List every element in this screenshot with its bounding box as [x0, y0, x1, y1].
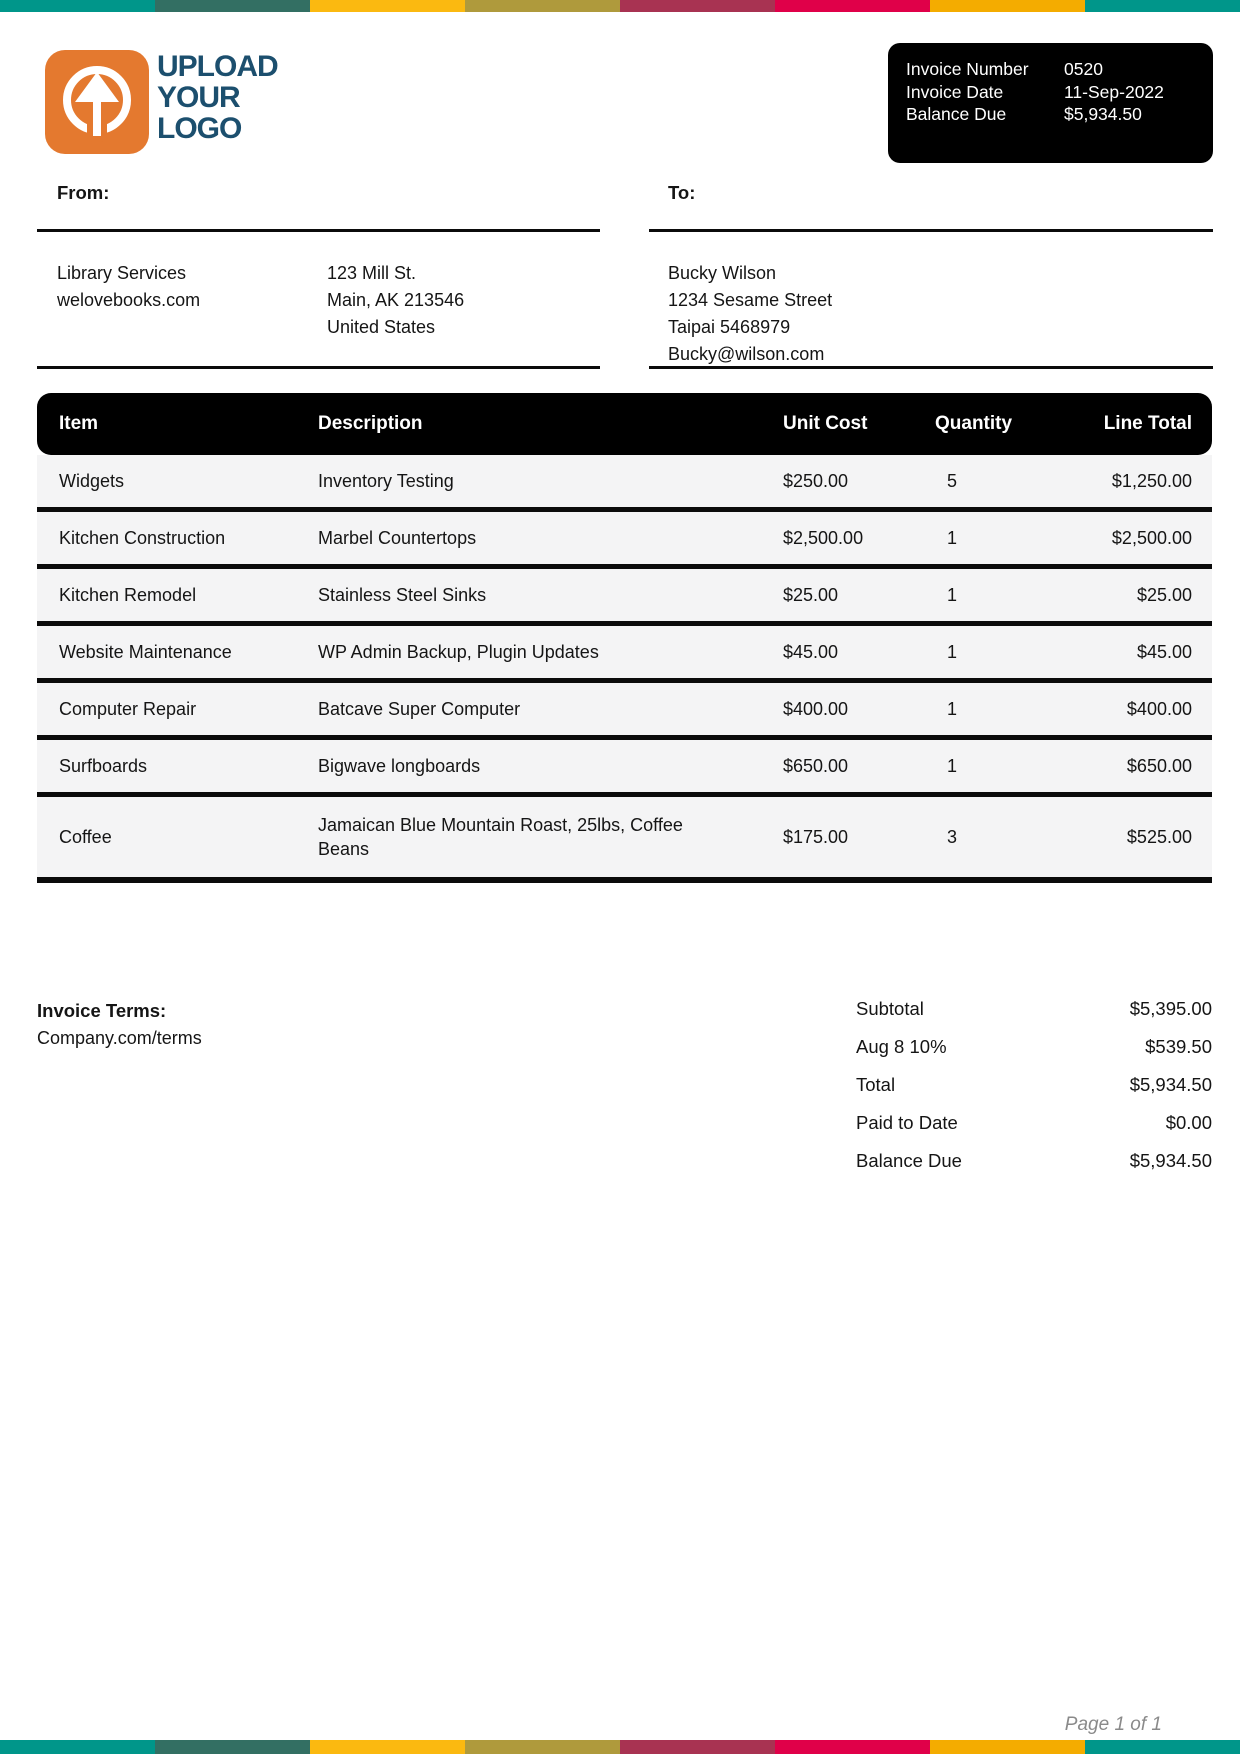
- tax-row: [856, 1028, 1212, 1066]
- line-total-cell: $1,250.00: [1111, 470, 1192, 491]
- logo-text-line: LOGO: [157, 112, 242, 145]
- tax-label: Aug 8 10%: [856, 1036, 947, 1057]
- brand-bar-segment: [0, 0, 155, 12]
- unit-cost-cell: $400.00: [783, 698, 849, 719]
- logo-text-line: UPLOAD: [157, 50, 278, 83]
- paid-to-date-label: Paid to Date: [856, 1112, 958, 1133]
- quantity-cell: 1: [947, 698, 958, 719]
- invoice-terms-label: Invoice Terms:: [37, 1000, 167, 1021]
- total-row: [856, 1066, 1212, 1104]
- line-total-cell: $400.00: [1126, 698, 1192, 719]
- table-row: [37, 797, 1212, 883]
- table-header-row: [37, 393, 1212, 455]
- brand-bar-segment: [465, 1740, 620, 1754]
- upload-logo-icon: [45, 50, 149, 154]
- line-total-cell: $2,500.00: [1111, 527, 1192, 548]
- description-cell: Stainless Steel Sinks: [318, 585, 487, 605]
- invoice-meta-panel: [888, 43, 1213, 163]
- brand-bar-segment: [1085, 1740, 1240, 1754]
- item-cell: Coffee: [59, 826, 112, 847]
- brand-bar-segment: [0, 1740, 155, 1754]
- item-cell: Website Maintenance: [59, 641, 232, 662]
- table-row: [37, 626, 1212, 683]
- from-company-name: Library Services: [57, 263, 187, 283]
- item-cell: Kitchen Remodel: [59, 584, 197, 605]
- from-divider-bottom: [37, 366, 600, 369]
- table-row: [37, 455, 1212, 512]
- table-row: [37, 569, 1212, 626]
- recipient-address-line: Taipai 5468979: [668, 317, 791, 337]
- to-address-block: [668, 260, 832, 368]
- from-address-block: [57, 260, 464, 341]
- line-total-cell: $525.00: [1126, 826, 1192, 847]
- paid-to-date-value: $0.00: [1165, 1112, 1212, 1133]
- from-address-column: [327, 260, 464, 341]
- column-header-item: Item: [59, 413, 99, 434]
- balance-due-total-row: [856, 1142, 1212, 1180]
- description-cell: Inventory Testing: [318, 471, 454, 491]
- invoice-number-row: [906, 58, 1201, 81]
- line-total-cell: $650.00: [1126, 755, 1192, 776]
- invoice-number-value: 0520: [1064, 59, 1103, 79]
- subtotal-label: Subtotal: [856, 998, 924, 1019]
- from-company-column: [57, 260, 327, 341]
- description-cell: Bigwave longboards: [318, 756, 481, 776]
- item-cell: Widgets: [59, 470, 125, 491]
- unit-cost-cell: $175.00: [783, 826, 849, 847]
- to-section-label: To:: [668, 182, 696, 203]
- top-brand-bar: [0, 0, 1240, 12]
- item-cell: Kitchen Construction: [59, 527, 226, 548]
- recipient-email: Bucky@wilson.com: [668, 344, 825, 364]
- from-address-line: Main, AK 213546: [327, 290, 465, 310]
- logo-text-line: YOUR: [157, 81, 240, 114]
- from-address-line: United States: [327, 317, 436, 337]
- column-header-line-total: Line Total: [1103, 413, 1192, 434]
- quantity-cell: 1: [947, 584, 958, 605]
- description-cell: Marbel Countertops: [318, 528, 477, 548]
- quantity-cell: 1: [947, 641, 958, 662]
- description-cell: Batcave Super Computer: [318, 699, 521, 719]
- brand-bar-segment: [310, 1740, 465, 1754]
- from-company-website: welovebooks.com: [57, 290, 201, 310]
- quantity-cell: 5: [947, 470, 958, 491]
- brand-bar-segment: [465, 0, 620, 12]
- total-label: Total: [856, 1074, 896, 1095]
- invoice-terms-value: Company.com/terms: [37, 1028, 202, 1048]
- quantity-cell: 1: [947, 527, 958, 548]
- bottom-brand-bar: [0, 1740, 1240, 1754]
- item-cell: Computer Repair: [59, 698, 197, 719]
- balance-due-row: [906, 103, 1201, 126]
- balance-due-value: $5,934.50: [1064, 104, 1142, 124]
- description-cell: WP Admin Backup, Plugin Updates: [318, 642, 599, 662]
- brand-bar-segment: [930, 1740, 1085, 1754]
- column-header-quantity: Quantity: [935, 413, 1013, 434]
- page-number-label: Page 1 of 1: [1064, 1714, 1162, 1735]
- unit-cost-cell: $650.00: [783, 755, 849, 776]
- table-row: [37, 740, 1212, 797]
- paid-to-date-row: [856, 1104, 1212, 1142]
- brand-bar-segment: [775, 0, 930, 12]
- line-total-cell: $45.00: [1136, 641, 1192, 662]
- brand-bar-segment: [775, 1740, 930, 1754]
- recipient-name: Bucky Wilson: [668, 263, 777, 283]
- total-value: $5,934.50: [1129, 1074, 1212, 1095]
- totals-section: [856, 990, 1212, 1180]
- table-row: [37, 512, 1212, 569]
- column-header-unit-cost: Unit Cost: [783, 413, 868, 434]
- logo-placeholder-text: [157, 51, 278, 144]
- brand-bar-segment: [310, 0, 465, 12]
- invoice-date-label: Invoice Date: [906, 81, 1004, 102]
- description-cell: Jamaican Blue Mountain Roast, 25lbs, Coffee Beans: [318, 815, 683, 859]
- invoice-number-label: Invoice Number: [906, 59, 1029, 79]
- quantity-cell: 1: [947, 755, 958, 776]
- subtotal-value: $5,395.00: [1129, 998, 1212, 1019]
- invoice-date-row: [906, 81, 1201, 104]
- brand-bar-segment: [1085, 0, 1240, 12]
- column-header-description: Description: [318, 413, 423, 434]
- tax-value: $539.50: [1145, 1036, 1212, 1057]
- balance-due-total-value: $5,934.50: [1129, 1150, 1212, 1171]
- unit-cost-cell: $45.00: [783, 641, 839, 662]
- unit-cost-cell: $2,500.00: [783, 527, 864, 548]
- line-items-table: [37, 393, 1212, 883]
- balance-due-total-label: Balance Due: [856, 1150, 962, 1171]
- line-total-cell: $25.00: [1136, 584, 1192, 605]
- brand-bar-segment: [620, 1740, 775, 1754]
- brand-bar-segment: [930, 0, 1085, 12]
- balance-due-label: Balance Due: [906, 104, 1007, 124]
- from-address-line: 123 Mill St.: [327, 263, 417, 283]
- recipient-address-line: 1234 Sesame Street: [668, 290, 833, 310]
- subtotal-row: [856, 990, 1212, 1028]
- table-row: [37, 683, 1212, 740]
- item-cell: Surfboards: [59, 755, 148, 776]
- brand-bar-segment: [155, 0, 310, 12]
- unit-cost-cell: $25.00: [783, 584, 839, 605]
- brand-bar-segment: [155, 1740, 310, 1754]
- to-divider-bottom: [649, 366, 1213, 369]
- invoice-date-value: 11-Sep-2022: [1064, 81, 1164, 102]
- from-divider-top: [37, 229, 600, 232]
- quantity-cell: 3: [947, 826, 958, 847]
- unit-cost-cell: $250.00: [783, 470, 849, 491]
- from-section-label: From:: [57, 182, 110, 203]
- to-divider-top: [649, 229, 1213, 232]
- brand-bar-segment: [620, 0, 775, 12]
